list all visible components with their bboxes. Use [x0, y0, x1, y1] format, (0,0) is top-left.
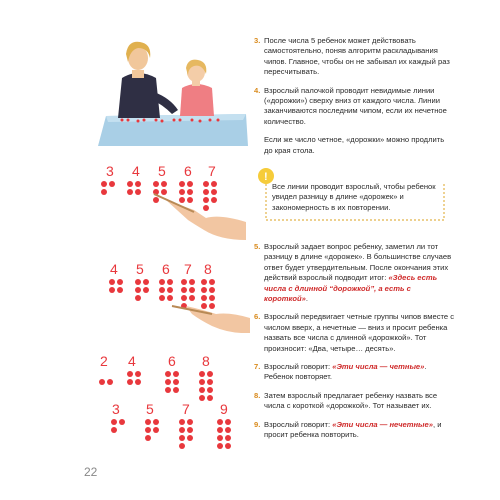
fig1-number-6: 6 — [184, 163, 192, 179]
instructions-column — [254, 36, 454, 164]
fig2-number-6: 6 — [162, 261, 170, 277]
step-tail: . Ребенок повторяет. — [264, 362, 427, 382]
fig3-number-6: 6 — [168, 353, 176, 369]
step-number: 7. — [254, 362, 261, 372]
step-highlight: «Здесь есть числа с длинной “дорожкой”, а есть с короткой» — [264, 273, 438, 304]
tip-box — [256, 164, 454, 226]
step-5 — [254, 242, 454, 304]
fig2-number-8: 8 — [204, 261, 212, 277]
tip-text: Все линии проводит взрослый, чтобы ребенок увидел разницу в длине «дорожек» и закономерность в их повторении. — [272, 182, 436, 212]
exclamation-icon: ! — [264, 171, 268, 183]
fig1-number-3: 3 — [106, 163, 114, 179]
step-8 — [254, 391, 454, 412]
fig1-number-7: 7 — [208, 163, 216, 179]
step-7 — [254, 362, 454, 383]
fig1-number-4: 4 — [132, 163, 140, 179]
step-text: Взрослый говорит: — [264, 362, 331, 372]
fig3-even-chips — [99, 371, 213, 401]
step-highlight: «Эти числа — четные» — [332, 362, 425, 372]
step-number: 3. — [254, 36, 261, 45]
fig1-number-5: 5 — [158, 163, 166, 179]
figure-even-odd-split — [94, 350, 250, 450]
step-text: Затем взрослый предлагает ребенку назвать все числа с короткой «дорожкой». Тот называет их. — [264, 390, 438, 411]
fig2-number-4: 4 — [110, 261, 118, 277]
photo-adult-and-child — [98, 36, 248, 146]
step-text: Взрослый задает вопрос ребенку, заметил ли тот разницу в длине «дорожек». В большинстве случаев ответ будет утвердительным. После окончания этих действий взрослый подводит итог: — [264, 242, 452, 283]
page-number: 22 — [84, 465, 98, 479]
step-number: 6. — [254, 312, 261, 322]
step-4-continuation: Если же число четное, «дорожки» можно продлить до края стола. — [264, 135, 445, 155]
fig3-number-4: 4 — [128, 353, 136, 369]
step-9 — [254, 420, 454, 441]
step-text: Взрослый передвигает четные группы чипов вместе с числом вверх, а нечетные — вниз и просит ребенка назвать все числа с длинной «дорожкой». Тот произносит: «Два, четыре… десять». — [264, 312, 455, 353]
step-highlight: «Эти числа — нечетные» — [332, 419, 433, 429]
step-number: 5. — [254, 242, 261, 251]
fig3-number-5: 5 — [146, 401, 154, 417]
fig3-number-9: 9 — [220, 401, 228, 417]
fig3-number-2: 2 — [100, 353, 108, 369]
step-number: 8. — [254, 390, 261, 400]
fig2-chips — [109, 279, 215, 309]
instructions-column-lower — [254, 242, 454, 449]
fig3-number-7: 7 — [182, 401, 190, 417]
fig2-number-5: 5 — [136, 261, 144, 277]
step-3 — [254, 36, 454, 78]
step-tail: , и просит ребенка повторить. — [264, 419, 442, 440]
fig2-number-7: 7 — [184, 261, 192, 277]
step-tail: . — [305, 294, 308, 304]
step-number: 9. — [254, 419, 261, 429]
step-text: После числа 5 ребенок может действовать самостоятельно, поняв алгоритм раскладывания чипов. Главное, чтобы он не забывал их каждый раз пересчитывать. — [264, 36, 450, 77]
step-6 — [254, 312, 454, 354]
fig3-odd-chips — [111, 419, 231, 450]
step-text: Взрослый палочкой проводит невидимые линии («дорожки») сверху вниз от каждого числа. Линии заканчиваются последним чипом, если их нечетное количество. — [264, 85, 447, 126]
step-text: Взрослый говорит: — [264, 419, 331, 429]
figure-chips-3-to-7 — [96, 160, 246, 240]
fig3-number-8: 8 — [202, 353, 210, 369]
step-number: 4. — [254, 85, 261, 95]
step-4 — [254, 86, 454, 128]
fig3-number-3: 3 — [112, 401, 120, 417]
figure-chips-4-to-8 — [100, 258, 250, 333]
